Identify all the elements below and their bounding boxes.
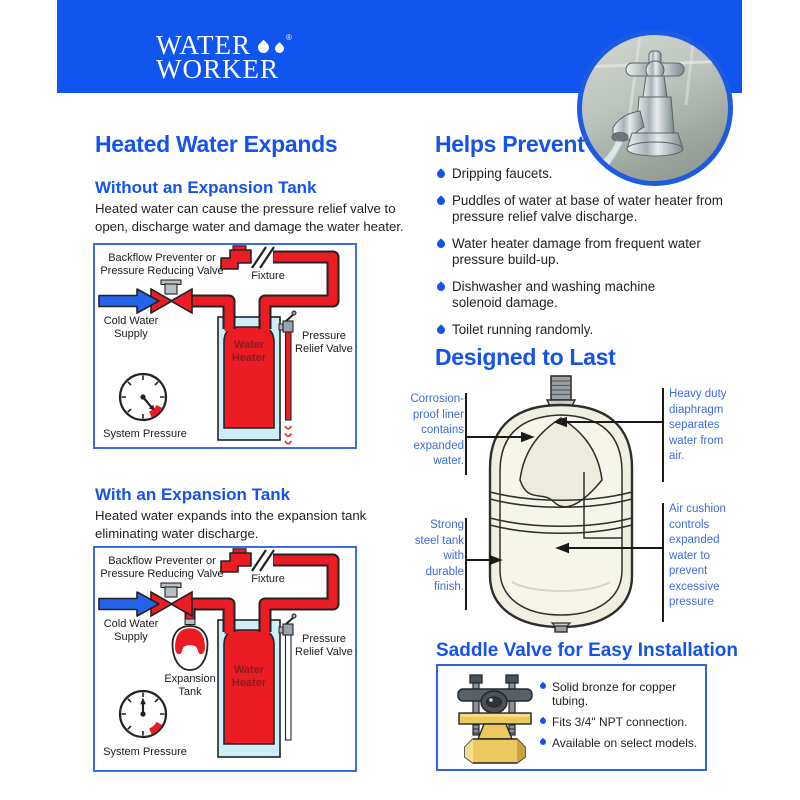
backflow-label: Backflow Preventer or Pressure Reducing Valve: [100, 555, 224, 580]
logo-word-worker: WORKER: [156, 54, 279, 84]
fixture-handle: [233, 246, 246, 250]
water-drips: [285, 426, 291, 444]
cold-supply-label: Cold Water Supply: [103, 315, 159, 340]
pipe-break-mark: [260, 247, 274, 268]
water-drop-icon: [273, 42, 286, 55]
expansion-tank-label: Expansion Tank: [164, 673, 216, 698]
faucet-illustration: [582, 35, 728, 181]
bullet-text: Available on select models.: [552, 736, 698, 750]
list-item: [435, 279, 704, 312]
bullet-text: Dishwasher and washing machine solenoid damage.: [452, 278, 656, 310]
fixture-label: Fixture: [251, 573, 285, 585]
list-item: [435, 322, 735, 339]
saddle-valve-box: [436, 664, 707, 771]
water-drop-icon: [435, 238, 446, 249]
faucet-photo: [577, 30, 733, 186]
list-item: [538, 680, 703, 708]
helps-prevent-heading: Helps Prevent: [435, 131, 585, 157]
registered-mark: ®: [286, 33, 293, 42]
relief-valve-icon: [283, 321, 293, 332]
brand-logo: [156, 26, 293, 84]
with-tank-body: Heated water expands into the expansion tank eliminating water discharge.: [95, 508, 367, 541]
valve-stem: [165, 284, 177, 294]
pipe-break-mark: [252, 550, 266, 571]
fixture-handle: [233, 549, 246, 553]
bolt-head: [470, 675, 482, 683]
water-drop-icon: [539, 682, 547, 690]
water-drop-icon: [539, 717, 547, 725]
valve-stem: [165, 587, 177, 597]
without-tank-heading: Without an Expansion Tank: [95, 178, 317, 197]
relief-valve-lever-tip: [292, 614, 296, 618]
list-item: [538, 715, 703, 729]
left-main-heading: Heated Water Expands: [95, 131, 338, 157]
handle-glint: [489, 698, 493, 702]
water-drop-icon: [435, 324, 446, 335]
water-drop-icon: [435, 195, 446, 206]
water-heater-label: Water Heater: [231, 664, 267, 689]
water-drop-icon: [539, 738, 547, 746]
system-pressure-label: System Pressure: [103, 746, 187, 758]
bolt-head: [506, 675, 518, 683]
brass-funnel: [478, 724, 512, 739]
plumbing-diagram-2: [95, 548, 355, 770]
logo-word-water: WATER: [156, 30, 251, 60]
water-heater-label: Water Heater: [231, 339, 267, 364]
air-cushion-label: Air cushion controls expanded water to prevent excessive pressure: [669, 503, 726, 608]
discharge-pipe: [286, 634, 292, 740]
bullet-text: Dripping faucets.: [452, 166, 553, 181]
saddle-valve-heading: Saddle Valve for Easy Installation: [436, 640, 739, 661]
list-item: [435, 193, 744, 226]
fixture-label: Fixture: [251, 270, 285, 282]
relief-valve-lever-tip: [292, 311, 296, 315]
backflow-label: Backflow Preventer or Pressure Reducing Valve: [100, 252, 224, 277]
relief-valve-label: Pressure Relief Valve: [295, 330, 353, 355]
brass-hex-body: [465, 739, 525, 763]
bullet-text: Toilet running randomly.: [452, 321, 594, 337]
relief-valve-icon: [283, 624, 293, 635]
list-item: [435, 166, 735, 183]
cold-supply-label: Cold Water Supply: [103, 618, 159, 643]
pointer-arrows: [466, 418, 663, 564]
water-drop-icon: [435, 281, 446, 292]
pipe-break-mark: [260, 550, 274, 571]
bullet-text: Puddles of water at base of water heater from pressure relief valve discharge.: [452, 192, 723, 224]
pressure-gauge: [120, 374, 166, 420]
saddle-valve-illustration: [456, 673, 534, 765]
list-item: [538, 736, 703, 750]
corrosion-liner-label: Corrosion-proof liner contains expanded water.: [410, 393, 464, 467]
water-drop-icon: [435, 168, 446, 179]
relief-valve-label: Pressure Relief Valve: [295, 633, 353, 658]
heavy-diaphragm-label: Heavy duty diaphragm separates water from air.: [669, 388, 727, 462]
bullet-text: Fits 3/4" NPT connection.: [552, 715, 688, 729]
strong-steel-label: Strong steel tank with durable finish.: [414, 519, 464, 593]
list-item: [435, 236, 704, 269]
logo-line-1: [156, 26, 293, 60]
designed-to-last-heading: Designed to Last: [435, 344, 616, 370]
tank-cutaway-figure: [410, 370, 750, 645]
bullet-text: Water heater damage from frequent water pressure build-up.: [452, 235, 701, 267]
discharge-pipe: [286, 331, 292, 420]
valve-handle-center: [487, 697, 502, 707]
diagram-without-expansion-tank: [93, 243, 357, 449]
pipe-break-mark: [252, 247, 266, 268]
cold-water-arrow: [99, 592, 159, 616]
diagram-with-expansion-tank: [93, 546, 357, 772]
expansion-tank-fitting: [185, 619, 195, 625]
bullet-text: Solid bronze for copper tubing.: [552, 680, 677, 708]
saddle-valve-list: [538, 680, 703, 757]
without-tank-body: Heated water can cause the pressure relief valve to open, discharge water and damage the water heater.: [95, 201, 404, 234]
cold-water-arrow: [99, 289, 159, 313]
helps-prevent-list: [435, 166, 735, 348]
with-tank-heading: With an Expansion Tank: [95, 485, 291, 504]
water-drop-icon: [256, 40, 272, 56]
system-pressure-label: System Pressure: [103, 428, 187, 440]
